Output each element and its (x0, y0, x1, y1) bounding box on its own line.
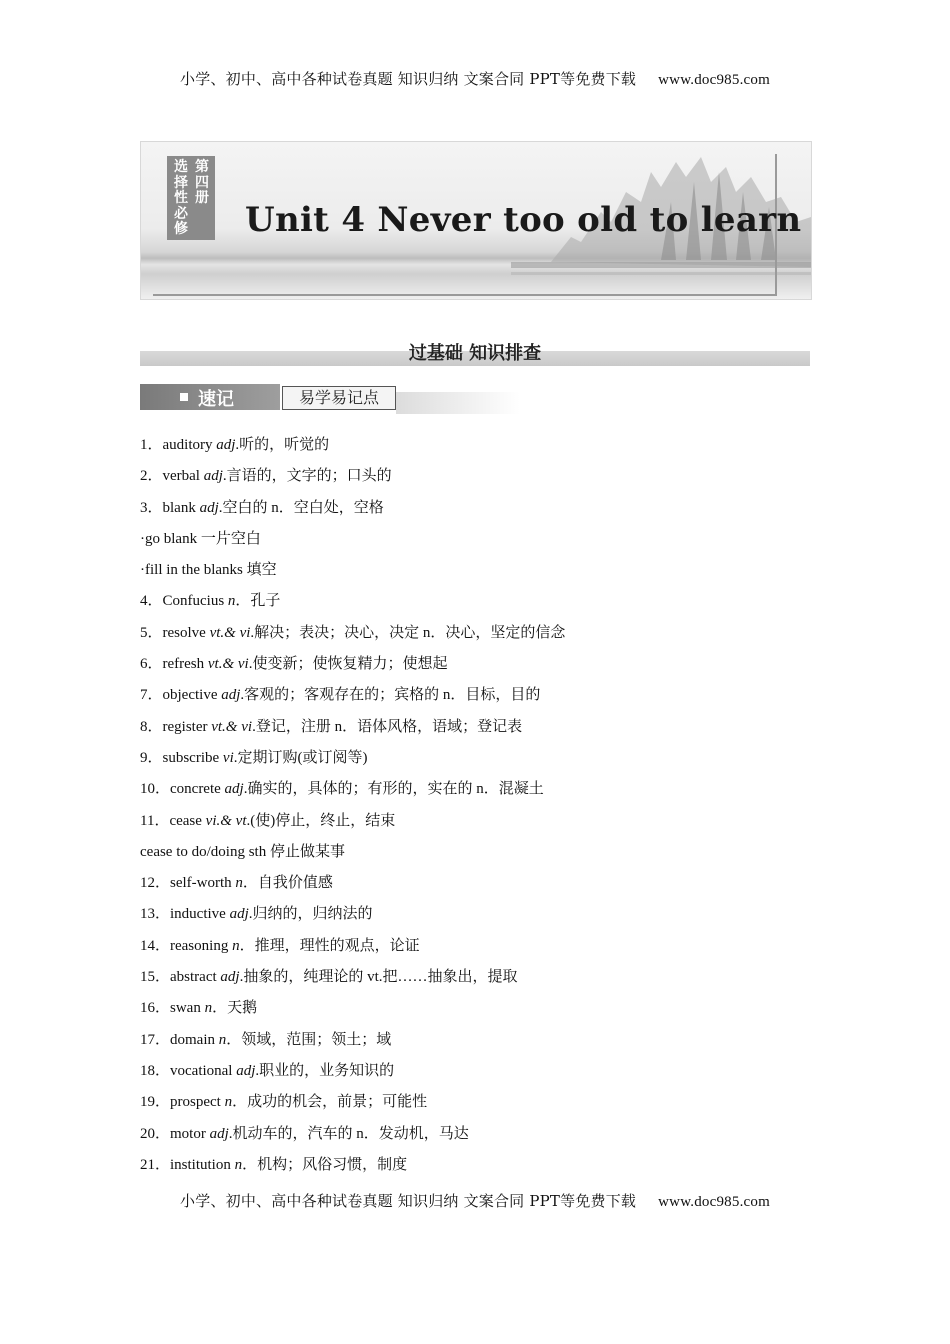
tab-quick-memo[interactable] (140, 384, 280, 410)
item-head: 10．concrete (140, 781, 225, 798)
item-meaning: ．成功的机会，前景；可能性 (232, 1094, 428, 1111)
list-item (140, 524, 820, 555)
item-head: 20．motor (140, 1125, 210, 1142)
list-item (140, 931, 820, 962)
item-meaning: .听的，听觉的 (235, 437, 330, 453)
list-item (140, 899, 820, 930)
item-part-of-speech: adj (220, 969, 240, 986)
unit-title: Unit 4 Never too old to learn (245, 200, 802, 240)
item-meaning: .空白的 n．空白处，空格 (218, 499, 384, 516)
item-head: 1．auditory (140, 437, 217, 453)
tab-row (140, 384, 520, 414)
list-item (140, 461, 820, 492)
item-part-of-speech: vt.& vi (209, 624, 251, 641)
item-meaning: .客观的；客观存在的；宾格的 n．目标，目的 (240, 687, 541, 704)
item-head: 7．objective (140, 687, 222, 704)
item-meaning: .言语的，文字的；口头的 (222, 468, 392, 485)
list-item (140, 493, 820, 524)
list-item (140, 680, 820, 711)
section-bar (140, 336, 810, 366)
item-part-of-speech: adj (199, 499, 219, 516)
item-head: 12．self-worth (140, 875, 236, 892)
item-part-of-speech: adj (209, 1125, 229, 1142)
item-meaning: .解决；表决；决心，决定 n．决心，坚定的信念 (250, 624, 566, 641)
list-item (140, 1025, 820, 1056)
page-header (0, 68, 950, 89)
item-head: 11．cease (140, 812, 206, 829)
item-part-of-speech: adj (224, 781, 244, 798)
item-head: 17．domain (140, 1031, 219, 1048)
list-item (140, 430, 820, 461)
tab-quick-memo-label: 速记 (198, 389, 234, 410)
item-part-of-speech: n (232, 937, 240, 954)
tab-row-fade (396, 392, 520, 414)
item-part-of-speech: n (235, 875, 243, 892)
item-part-of-speech: n (224, 1094, 233, 1111)
item-meaning: ．天鹅 (212, 1000, 258, 1017)
page-footer (0, 1190, 950, 1211)
item-head: 18．vocational (140, 1062, 237, 1079)
item-meaning: .使变新；使恢复精力；使想起 (248, 656, 448, 673)
list-item (140, 649, 820, 680)
item-head: ·go blank 一片空白 (140, 530, 261, 547)
item-head: cease to do/doing sth 停止做某事 (140, 843, 345, 860)
list-item (140, 774, 820, 805)
item-part-of-speech: vt.& vi (207, 656, 249, 673)
list-item (140, 837, 820, 868)
volume-tab-col1: 选 择 性 必 修 (174, 159, 188, 237)
item-head: 5．resolve (140, 624, 210, 641)
list-item (140, 868, 820, 899)
item-meaning: .机动车的，汽车的 n．发动机，马达 (228, 1125, 469, 1142)
item-part-of-speech: adj (216, 437, 236, 453)
list-item (140, 962, 820, 993)
item-meaning: .抽象的，纯理论的 vt.把……抽象出，提取 (239, 969, 518, 986)
section-title: 过基础 知识排查 (408, 343, 542, 364)
item-head: 9．subscribe (140, 749, 223, 766)
list-item (140, 806, 820, 837)
item-head: 6．refresh (140, 656, 208, 673)
item-head: 15．abstract (140, 969, 221, 986)
header-url[interactable]: www.doc985.com (658, 72, 770, 88)
vocabulary-list (140, 430, 820, 1181)
item-meaning: .登记，注册 n．语体风格，语域；登记表 (252, 718, 523, 735)
list-item (140, 743, 820, 774)
item-head: 4．Confucius (140, 593, 228, 610)
item-meaning: ．孔子 (235, 593, 281, 610)
list-item (140, 618, 820, 649)
item-meaning: .定期订购(或订阅等) (233, 749, 368, 766)
item-meaning: .归纳的，归纳法的 (248, 906, 373, 923)
item-part-of-speech: adj (203, 468, 223, 485)
item-part-of-speech: n (234, 1156, 243, 1173)
list-item (140, 1119, 820, 1150)
item-part-of-speech: vi (222, 749, 234, 766)
list-item (140, 586, 820, 617)
unit-banner (140, 141, 812, 300)
item-meaning: ．领域，范围；领土；域 (226, 1031, 392, 1048)
item-part-of-speech: adj (229, 906, 249, 923)
item-part-of-speech: n (227, 593, 236, 610)
item-meaning: ．推理，理性的观点，论证 (239, 937, 420, 954)
item-head: ·fill in the blanks 填空 (140, 562, 277, 579)
item-head: 8．register (140, 718, 212, 735)
item-meaning: ．自我价值感 (242, 875, 333, 892)
volume-tab (167, 156, 215, 240)
header-text: 小学、初中、高中各种试卷真题 知识归纳 文案合同 PPT等免费下载 (180, 70, 637, 88)
item-head: 13．inductive (140, 906, 230, 923)
item-head: 2．verbal (140, 468, 204, 485)
list-item (140, 1150, 820, 1181)
list-item (140, 993, 820, 1024)
volume-tab-col2: 第 四 册 (195, 159, 209, 206)
item-head: 19．prospect (140, 1094, 225, 1111)
tab-easy-points[interactable]: 易学易记点 (282, 386, 396, 410)
item-part-of-speech: vi.& vt (205, 812, 247, 829)
item-head: 14．reasoning (140, 937, 233, 954)
item-head: 3．blank (140, 499, 200, 516)
item-part-of-speech: adj (236, 1062, 256, 1079)
item-part-of-speech: n (204, 1000, 213, 1017)
list-item (140, 555, 820, 586)
square-bullet-icon (180, 393, 188, 401)
item-part-of-speech: n (218, 1031, 227, 1048)
item-meaning: .(使)停止，终止，结束 (246, 812, 396, 829)
item-part-of-speech: adj (221, 687, 241, 704)
list-item (140, 712, 820, 743)
list-item (140, 1056, 820, 1087)
footer-text: 小学、初中、高中各种试卷真题 知识归纳 文案合同 PPT等免费下载 (180, 1192, 637, 1210)
list-item (140, 1087, 820, 1118)
item-head: 16．swan (140, 1000, 205, 1017)
item-meaning: .确实的，具体的；有形的，实在的 n．混凝土 (243, 781, 544, 798)
item-meaning: .职业的，业务知识的 (255, 1062, 395, 1079)
item-meaning: ．机构；风俗习惯，制度 (242, 1156, 408, 1173)
item-part-of-speech: vt.& vi (211, 718, 253, 735)
item-head: 21．institution (140, 1156, 235, 1173)
footer-url[interactable]: www.doc985.com (658, 1194, 770, 1210)
